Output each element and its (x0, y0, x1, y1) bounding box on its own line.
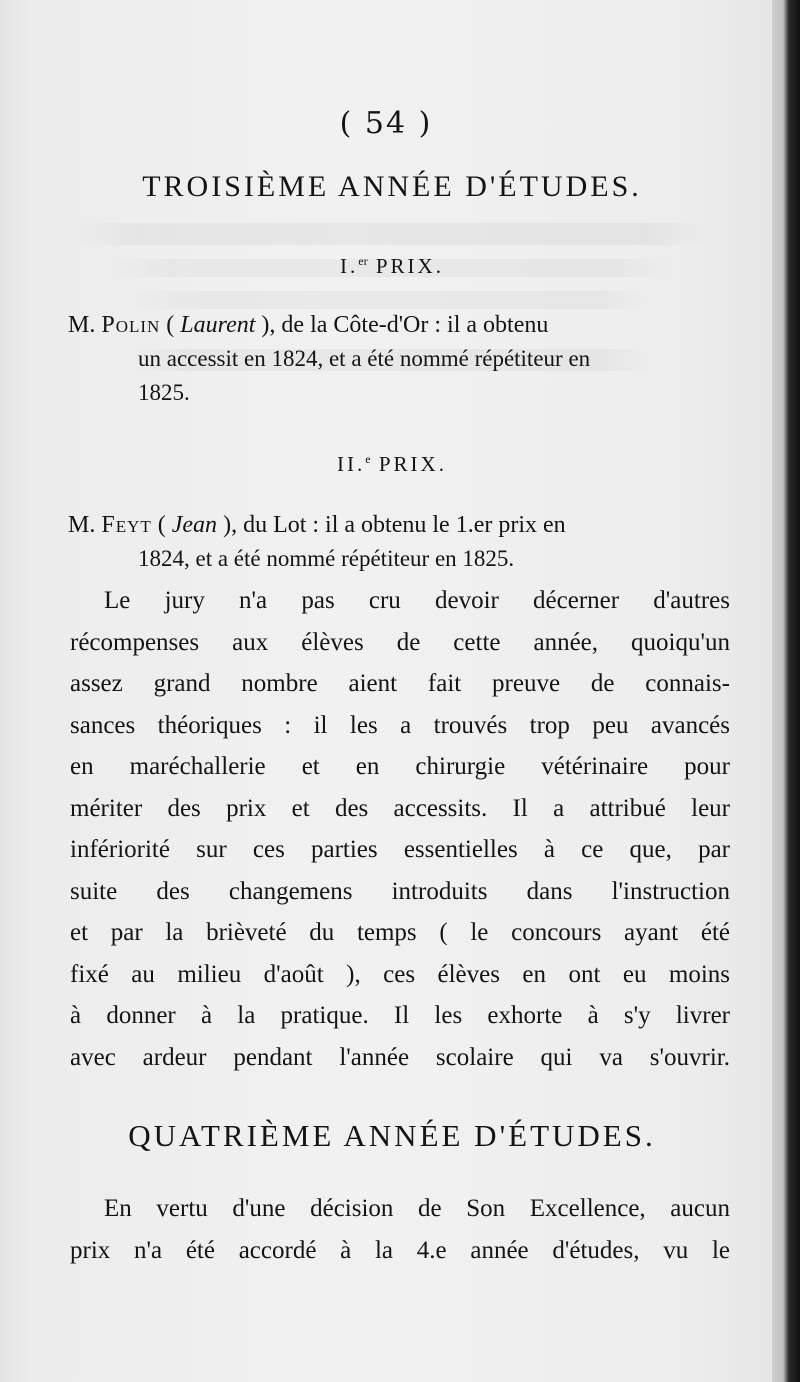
prize-entry-feyt (68, 508, 732, 576)
entry-prefix: M. (68, 512, 102, 538)
paragraph-line: en maréchallerie et en chirurgie vétérinaire pour (70, 753, 730, 780)
paragraph-line: avec ardeur pendant l'année scolaire qui va s'ouvrir. (70, 1043, 730, 1071)
prize-label-second (0, 452, 784, 477)
entry-line: M. Polin ( Laurent ), de la Côte-d'Or : il a obtenu (68, 312, 549, 338)
prize-entry-polin (68, 308, 732, 410)
paragraph-line: et par la brièveté du temps ( le concours ayant été (70, 919, 730, 946)
paragraph-line: infériorité sur ces parties essentielles à ce que, par (70, 836, 730, 863)
laureate-name: Polin (101, 312, 161, 338)
page-edge-shadow (772, 0, 800, 1382)
paragraph-line: prix n'a été accordé à la 4.e année d'études, vu le (70, 1236, 730, 1264)
laureate-name: Feyt (101, 512, 152, 538)
page-number: ( 54 ) (339, 106, 433, 141)
entry-line: 1824, et a été nommé répétiteur en 1825. (138, 546, 515, 571)
paragraph-line: mériter des prix et des accessits. Il a attribué leur (70, 794, 730, 822)
entry-text: , du Lot : il a obtenu le 1.er prix en (231, 512, 566, 538)
prize-label-number: II. (337, 452, 366, 476)
entry-text: , de la Côte-d'Or : il a obtenu (269, 312, 549, 338)
entry-prefix: M. (68, 312, 102, 338)
laureate-firstname: Jean (171, 512, 218, 538)
prize-label-superscript: e (365, 452, 371, 466)
entry-line: un accessit en 1824, et a été nommé répétiteur en (138, 346, 591, 371)
prize-label-number: I. (340, 254, 359, 278)
paragraph-line: récompenses aux élèves de cette année, quoiqu'un (70, 628, 730, 656)
jury-paragraph (70, 580, 730, 1078)
fourth-year-paragraph (70, 1188, 730, 1271)
paragraph-line: En vertu d'une décision de Son Excellence, aucun (104, 1195, 730, 1222)
prize-label-word: PRIX. (375, 254, 444, 278)
laureate-firstname: Laurent (180, 312, 256, 338)
entry-line: 1825. (138, 380, 190, 405)
paragraph-line: assez grand nombre aient fait preuve de connais- (70, 670, 730, 697)
prize-label-first (0, 254, 784, 279)
prize-label-word: PRIX. (378, 452, 447, 476)
paragraph-line: fixé au milieu d'août ), ces élèves en ont eu moins (70, 960, 730, 988)
section-heading-third-year: TROISIÈME ANNÉE D'ÉTUDES. (142, 170, 642, 203)
paragraph-line: suite des changemens introduits dans l'instruction (70, 877, 730, 905)
paragraph-line: Le jury n'a pas cru devoir décerner d'autres (104, 587, 730, 614)
paragraph-line: sances théoriques : il les a trouvés trop peu avancés (70, 711, 730, 739)
paragraph-line: à donner à la pratique. Il les exhorte à s'y livrer (70, 1002, 730, 1029)
prize-label-superscript: er (358, 254, 368, 268)
section-heading-fourth-year: QUATRIÈME ANNÉE D'ÉTUDES. (128, 1118, 656, 1153)
entry-line: M. Feyt ( Jean ), du Lot : il a obtenu le 1.er prix en (68, 512, 566, 538)
